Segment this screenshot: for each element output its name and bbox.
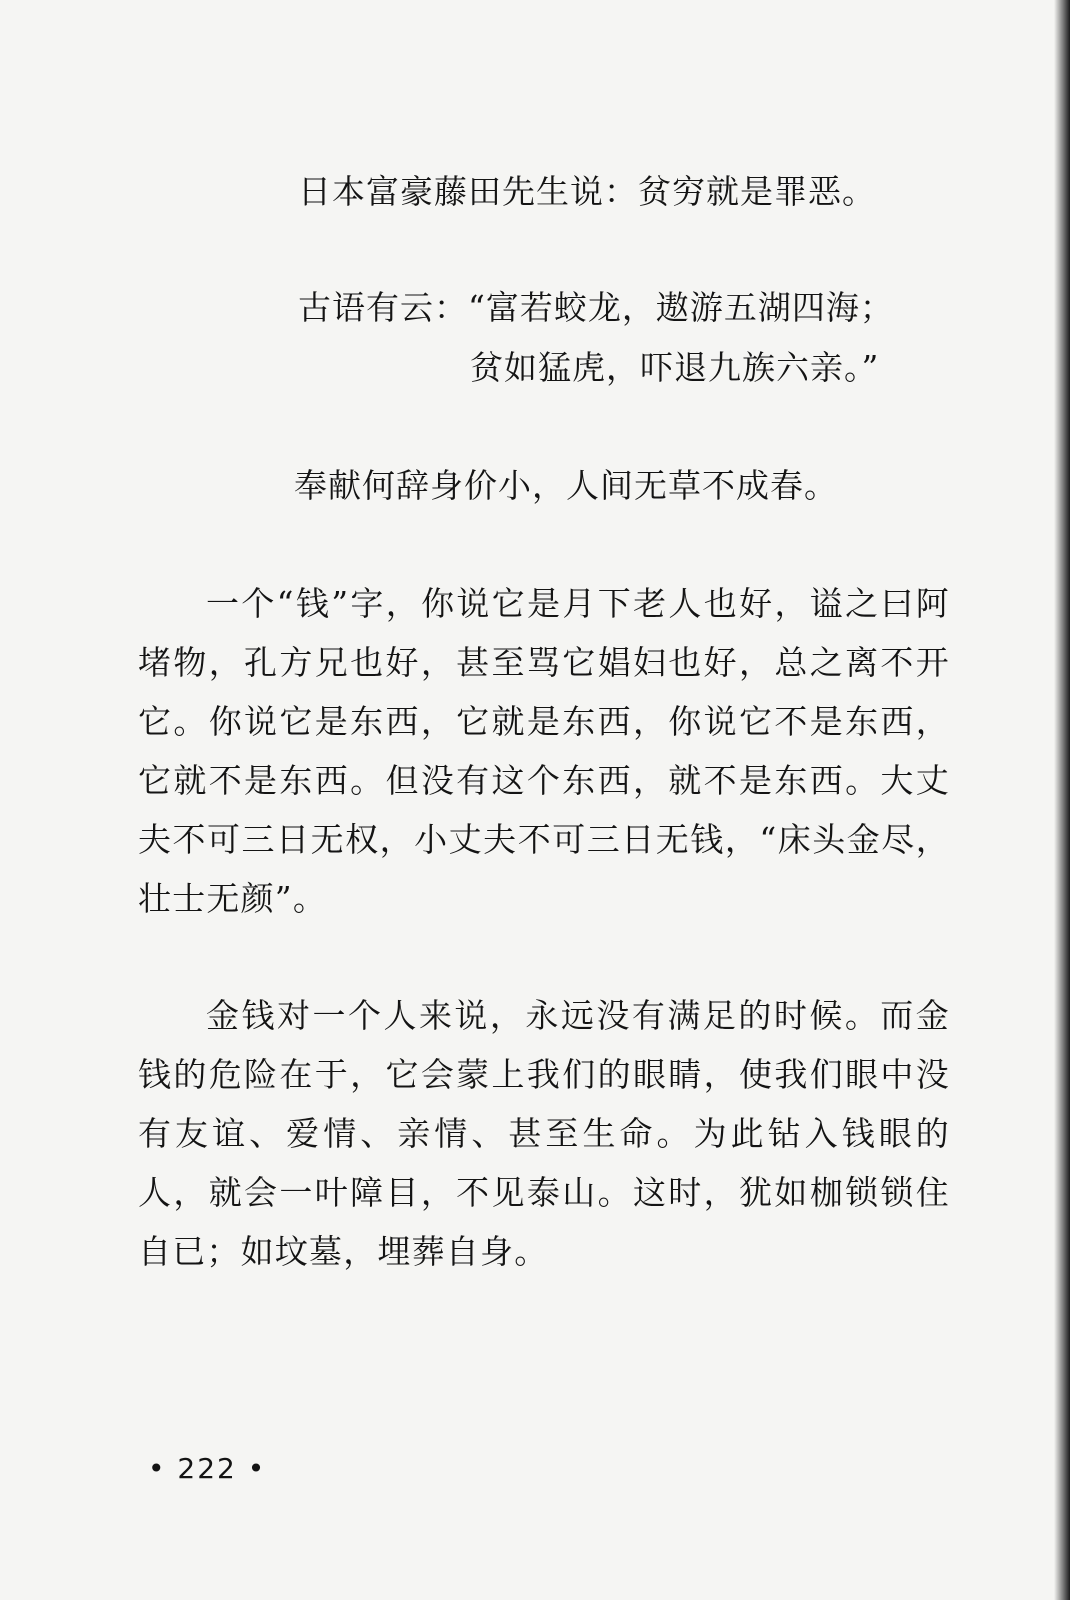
paragraph-money-danger: 金钱对一个人来说，永远没有满足的时候。而金钱的危险在于，它会蒙上我们的眼睛，使我们眼中没有友谊、爱情、亲情、甚至生命。为此钻入钱眼的人，就会一叶障目，不见泰山。这时，犹如枷锁锁住自已；如坟墓，埋葬自身。 bbox=[138, 996, 950, 1271]
quote-ancient-line-1: 古语有云：“富若蛟龙，遨游五湖四海； bbox=[298, 288, 894, 327]
page-number: • 222 • bbox=[148, 1452, 267, 1485]
quote-fujita: 日本富豪藤田先生说：贫穷就是罪恶。 bbox=[298, 172, 876, 211]
page-spine-shadow bbox=[1054, 0, 1070, 1600]
quote-dedication: 奉献何辞身价小，人间无草不成春。 bbox=[294, 466, 838, 505]
paragraph-money-word: 一个“钱”字，你说它是月下老人也好，谥之曰阿堵物，孔方兄也好，甚至骂它娼妇也好，总之离不开它。你说它是东西，它就是东西，你说它不是东西，它就不是东西。但没有这个东西，就不是东西。大丈夫不可三日无权，小丈夫不可三日无钱，“床头金尽，壮士无颜”。 bbox=[138, 584, 950, 918]
quote-ancient-line-2: 贫如猛虎，吓退九族六亲。” bbox=[470, 348, 880, 387]
